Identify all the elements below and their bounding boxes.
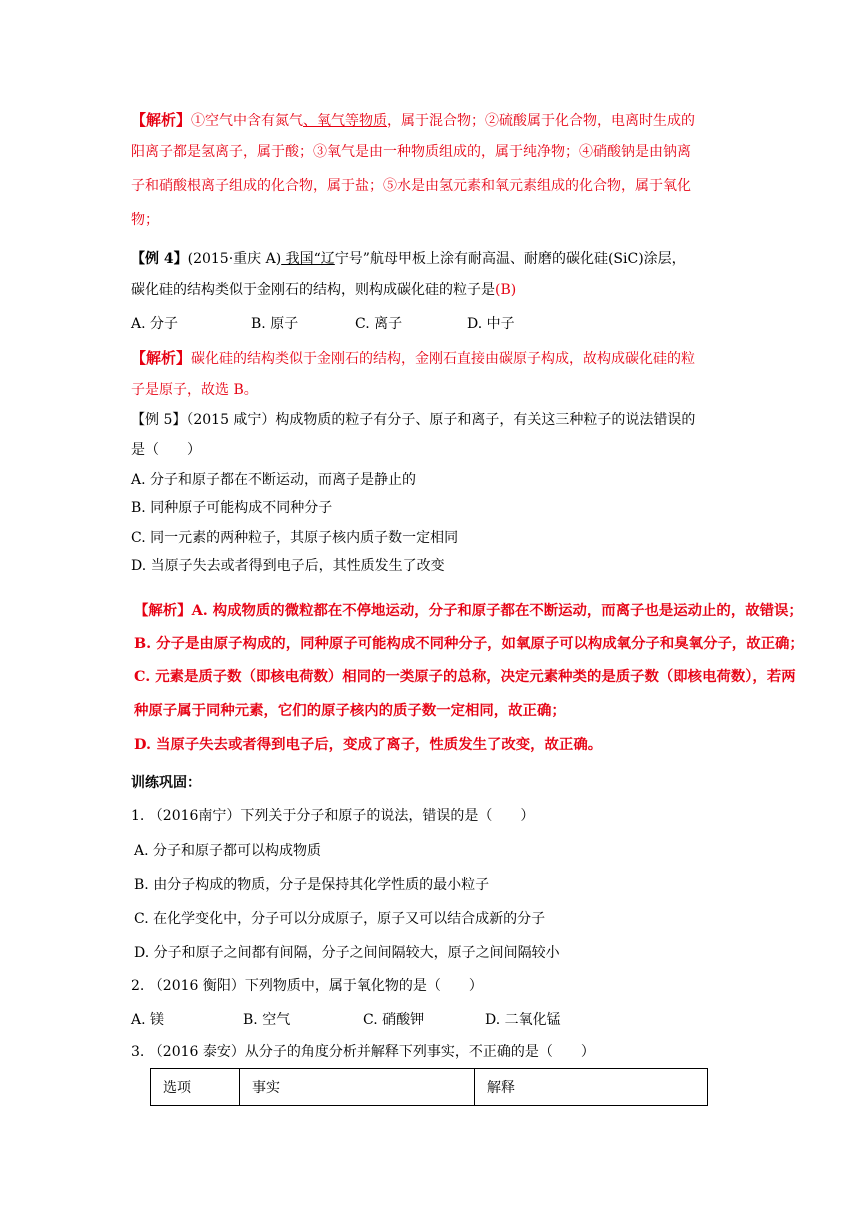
table-header-explanation: 解释 bbox=[475, 1069, 708, 1106]
q2-option-c: C. 硝酸钾 bbox=[363, 1012, 425, 1028]
example-4-line-1 bbox=[131, 249, 686, 269]
example-4-analysis-line-1 bbox=[131, 348, 695, 369]
option-c: C. 离子 bbox=[355, 316, 403, 332]
example-4-analysis-line-2: 子是原子，故选 B。 bbox=[131, 382, 258, 398]
option-a: A. 分子 bbox=[131, 316, 179, 332]
q3-table bbox=[150, 1068, 708, 1106]
example-5-option-a: A. 分子和原子都在不断运动，而离子是静止的 bbox=[131, 472, 417, 488]
q1-option-a: A. 分子和原子都可以构成物质 bbox=[134, 843, 322, 859]
example-5-analysis-line-2: B. 分子是由原子构成的，同种原子可能构成不同种分子，如氧原子可以构成氧分子和臭氧分子，故正确； bbox=[134, 635, 804, 652]
example-5-analysis-line-3: C. 元素是质子数（即核电荷数）相同的一类原子的总称，决定元素种类的是质子数（即核电荷数），若两 bbox=[134, 668, 796, 685]
analysis-text-underlined: 、氧气等物质 bbox=[303, 113, 388, 129]
example-5-option-d: D. 当原子失去或者得到电子后，其性质发生了改变 bbox=[131, 558, 445, 574]
table-header-row bbox=[151, 1069, 708, 1106]
q1-option-b: B. 由分子构成的物质，分子是保持其化学性质的最小粒子 bbox=[134, 877, 490, 893]
analysis-1-line-3: 子和硝酸根离子组成的化合物，属于盐；⑤水是由氢元素和氧元素组成的化合物，属于氧化 bbox=[131, 178, 691, 194]
example-5-line-2: 是（ ） bbox=[131, 442, 201, 458]
analysis-1-line-1 bbox=[131, 110, 695, 131]
example-text: 宁号”航母甲板上涂有耐高温、耐磨的碳化硅(SiC)涂层， bbox=[334, 251, 686, 267]
question-3: 3. （2016 泰安）从分子的角度分析并解释下列事实，不正确的是（ ） bbox=[131, 1044, 595, 1060]
example-tag: 【例 4】 bbox=[131, 251, 188, 267]
example-5-option-c: C. 同一元素的两种粒子，其原子核内质子数一定相同 bbox=[131, 530, 459, 546]
example-5-analysis-line-5: D. 当原子失去或者得到电子后，变成了离子，性质发生了改变，故正确。 bbox=[134, 736, 603, 753]
option-d: D. 中子 bbox=[467, 316, 515, 332]
q2-option-b: B. 空气 bbox=[243, 1012, 291, 1028]
q1-option-c: C. 在化学变化中，分子可以分成原子，原子又可以结合成新的分子 bbox=[134, 911, 546, 927]
q2-options bbox=[131, 1010, 561, 1030]
analysis-1-line-2: 阳离子都是氢离子，属于酸；③氧气是由一种物质组成的，属于纯净物；④硝酸钠是由钠离 bbox=[131, 144, 691, 160]
example-text: 碳化硅的结构类似于金刚石的结构，则构成碳化硅的粒子是 bbox=[131, 282, 495, 298]
analysis-text: 碳化硅的结构类似于金刚石的结构，金刚石直接由碳原子构成，故构成碳化硅的粒 bbox=[191, 351, 696, 367]
q2-option-a: A. 镁 bbox=[131, 1012, 165, 1028]
example-4-options bbox=[131, 314, 515, 334]
table-header-fact: 事实 bbox=[240, 1069, 475, 1106]
example-5-analysis-line-4: 种原子属于同种元素，它们的原子核内的质子数一定相同，故正确； bbox=[134, 702, 566, 719]
question-1: 1. （2016南宁）下列关于分子和原子的说法，错误的是（ ） bbox=[131, 808, 535, 824]
analysis-text: ①空气中含有氮气 bbox=[191, 113, 304, 129]
q2-option-d: D. 二氧化锰 bbox=[485, 1012, 561, 1028]
example-5-option-b: B. 同种原子可能构成不同种分子 bbox=[131, 500, 333, 516]
analysis-tag: 【解析】 bbox=[131, 111, 192, 129]
analysis-1-line-4: 物； bbox=[131, 212, 159, 228]
example-5-line-1: 【例 5】（2015 咸宁）构成物质的粒子有分子、原子和离子，有关这三种粒子的说法错误的 bbox=[131, 412, 696, 428]
table-header-option: 选项 bbox=[151, 1069, 240, 1106]
example-source: (2015·重庆 A) bbox=[187, 251, 282, 267]
example-5-analysis-line-1: 【解析】A. 构成物质的微粒都在不停地运动，分子和原子都在不断运动，而离子也是运动止的，故错误； bbox=[134, 602, 803, 619]
option-b: B. 原子 bbox=[251, 316, 299, 332]
example-text-underlined: 我国“辽 bbox=[281, 251, 335, 267]
analysis-tag: 【解析】 bbox=[131, 349, 192, 367]
practice-heading: 训练巩固： bbox=[131, 775, 201, 791]
analysis-text: ，属于混合物；②硫酸属于化合物，电离时生成的 bbox=[387, 113, 696, 129]
answer-label: (B) bbox=[495, 282, 517, 298]
question-2: 2. （2016 衡阳）下列物质中，属于氧化物的是（ ） bbox=[131, 978, 483, 994]
example-4-line-2 bbox=[131, 280, 516, 300]
q1-option-d: D. 分子和原子之间都有间隔，分子之间间隔较大，原子之间间隔较小 bbox=[134, 945, 560, 961]
